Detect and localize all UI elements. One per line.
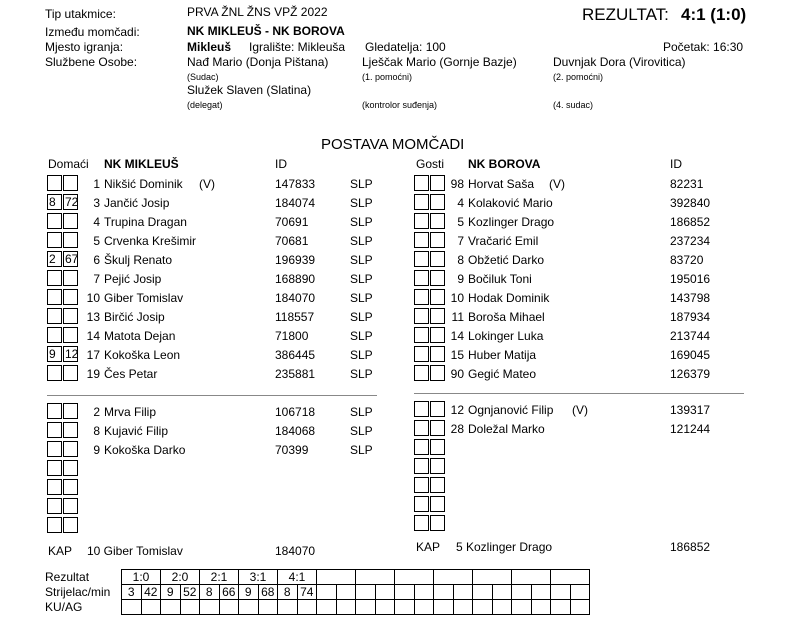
footer-result-label: Rezultat <box>45 570 90 584</box>
home-sub-tag: SLP <box>350 424 373 438</box>
home-captain-label: KAP <box>48 544 73 558</box>
away-player-note: (V) <box>549 177 565 191</box>
home-player-number: 19 <box>86 367 100 381</box>
home-mark-box-1 <box>47 327 62 343</box>
scorer-cell <box>375 585 395 600</box>
away-sub-id: 139317 <box>670 403 711 417</box>
home-player-tag: SLP <box>350 291 373 305</box>
away-player-name: Obžetić Darko <box>468 253 545 267</box>
home-player-tag: SLP <box>350 215 373 229</box>
away-player-number: 9 <box>457 272 464 286</box>
home-sub-box-1 <box>47 498 62 514</box>
home-sub-box-2 <box>63 460 78 476</box>
scorer-cell: 8 <box>278 585 298 600</box>
home-player-tag: SLP <box>350 348 373 362</box>
scorer-cell <box>453 585 473 600</box>
home-mark-box-2 <box>63 289 78 305</box>
home-player-name: Kokoška Leon <box>104 348 181 362</box>
footer-yellow-label: KU/AG <box>45 600 83 614</box>
yellow-cell <box>297 600 317 615</box>
away-mark-box-1 <box>414 365 429 381</box>
yellow-cell <box>141 600 161 615</box>
home-mark-box-1 <box>47 270 62 286</box>
scorer-cell: 9 <box>161 585 181 600</box>
away-player-name: Kozlinger Drago <box>468 215 555 229</box>
home-player-tag: SLP <box>350 367 373 381</box>
yellow-cell <box>512 600 532 615</box>
away-sub-name: Doležal Marko <box>468 422 545 436</box>
away-side-label: Gosti <box>416 157 445 171</box>
scorer-cell: 9 <box>239 585 259 600</box>
yellow-cell <box>278 600 298 615</box>
away-player-id: 187934 <box>670 310 711 324</box>
yellow-cell <box>453 600 473 615</box>
officials-label: Službene Osobe: <box>45 55 138 69</box>
yellow-cell <box>356 600 376 615</box>
scorer-cell: 42 <box>141 585 161 600</box>
home-player-id: 196939 <box>275 253 316 267</box>
home-player-id: 71800 <box>275 329 309 343</box>
scorer-cell: 68 <box>258 585 278 600</box>
away-team-name: NK BOROVA <box>468 157 541 171</box>
home-sub-tag: SLP <box>350 443 373 457</box>
away-player-id: 237234 <box>670 234 711 248</box>
home-sub-number: 8 <box>93 424 100 438</box>
score-cell: 3:1 <box>239 570 278 585</box>
yellow-cell <box>395 600 415 615</box>
assistant1-name: Lješčak Mario (Gornje Bazje) <box>362 55 517 69</box>
away-player-name: Bočiluk Toni <box>468 272 532 286</box>
away-mark-box-2 <box>430 365 445 381</box>
home-player-tag: SLP <box>350 177 373 191</box>
home-player-number: 1 <box>93 177 100 191</box>
ground-value: Igralište: Mikleuša <box>249 40 346 54</box>
home-captain-name: 10 Giber Tomislav <box>87 544 183 558</box>
away-sub-box-1 <box>414 401 429 417</box>
home-player-number: 10 <box>86 291 100 305</box>
result-value: 4:1 (1:0) <box>681 5 747 24</box>
away-mark-box-2 <box>430 308 445 324</box>
scorer-cell <box>317 585 337 600</box>
scorer-cell <box>395 585 415 600</box>
yellow-cell <box>180 600 200 615</box>
home-player-id: 184070 <box>275 291 316 305</box>
away-sub-number: 12 <box>450 403 464 417</box>
home-sub-box-2 <box>63 479 78 495</box>
home-mark-box-1 <box>47 213 62 229</box>
away-sub-box-1 <box>414 420 429 436</box>
home-mark-box-2: 12 <box>65 347 79 361</box>
scorer-cell <box>551 585 571 600</box>
yellow-cell <box>473 600 493 615</box>
away-mark-box-1 <box>414 270 429 286</box>
home-player-tag: SLP <box>350 329 373 343</box>
away-player-name: Lokinger Luka <box>468 329 544 343</box>
home-mark-box-2: 72 <box>65 195 79 209</box>
away-player-id: 392840 <box>670 196 711 210</box>
home-sub-number: 2 <box>93 405 100 419</box>
home-player-name: Pejić Josip <box>104 272 162 286</box>
away-player-number: 14 <box>450 329 464 343</box>
home-player-number: 13 <box>86 310 100 324</box>
home-player-name: Matota Dejan <box>104 329 176 343</box>
away-divider <box>414 393 744 394</box>
home-side-label: Domaći <box>48 157 89 171</box>
home-mark-box-2 <box>63 308 78 324</box>
home-sub-box-1 <box>47 460 62 476</box>
delegate-role: (delegat) <box>187 100 223 110</box>
away-mark-box-1 <box>414 175 429 191</box>
score-cell <box>434 570 473 585</box>
match-type-value: PRVA ŽNL ŽNS VPŽ 2022 <box>187 5 328 19</box>
score-cell <box>317 570 356 585</box>
home-player-tag: SLP <box>350 234 373 248</box>
away-sub-box-2 <box>430 401 445 417</box>
assistant2-name: Duvnjak Dora (Virovitica) <box>553 55 686 69</box>
away-sub-box-1 <box>414 458 429 474</box>
scorer-cell <box>356 585 376 600</box>
home-sub-box-1 <box>47 479 62 495</box>
yellow-cell <box>317 600 337 615</box>
scorer-cell <box>570 585 590 600</box>
start-time: Početak: 16:30 <box>663 40 744 54</box>
home-player-number: 3 <box>93 196 100 210</box>
home-sub-box-2 <box>63 422 78 438</box>
home-player-note: (V) <box>199 177 215 191</box>
home-mark-box-1: 8 <box>47 194 62 210</box>
home-team-name: NK MIKLEUŠ <box>104 157 179 171</box>
away-sub-box-1 <box>414 496 429 512</box>
away-player-name: Huber Matija <box>468 348 537 362</box>
match-type-label: Tip utakmice: <box>45 7 116 21</box>
away-mark-box-2 <box>430 327 445 343</box>
home-mark-box-1 <box>47 232 62 248</box>
away-player-id: 195016 <box>670 272 711 286</box>
home-player-tag: SLP <box>350 196 373 210</box>
away-sub-box-2 <box>430 420 445 436</box>
score-cell <box>512 570 551 585</box>
result-label: REZULTAT: <box>582 5 669 24</box>
home-sub-box-1 <box>47 441 62 457</box>
home-mark-box-1 <box>47 175 62 191</box>
yellow-cell <box>258 600 278 615</box>
yellow-cell <box>200 600 220 615</box>
away-player-number: 4 <box>457 196 464 210</box>
home-player-name: Giber Tomislav <box>104 291 184 305</box>
home-sub-box-2 <box>63 498 78 514</box>
home-player-name: Jančić Josip <box>104 196 170 210</box>
away-sub-name: Ognjanović Filip <box>468 403 554 417</box>
home-sub-id: 184068 <box>275 424 316 438</box>
home-player-tag: SLP <box>350 253 373 267</box>
scorer-cell: 52 <box>180 585 200 600</box>
between-label: Između momčadi: <box>45 25 140 39</box>
home-player-number: 4 <box>93 215 100 229</box>
controller-role: (kontrolor suđenja) <box>362 100 438 110</box>
away-player-number: 98 <box>450 177 464 191</box>
away-mark-box-1 <box>414 251 429 267</box>
fourth-official-role: (4. sudac) <box>553 100 594 110</box>
venue-label: Mjesto igranja: <box>45 40 124 54</box>
away-mark-box-1 <box>414 327 429 343</box>
score-cell: 1:0 <box>122 570 161 585</box>
away-player-number: 90 <box>450 367 464 381</box>
away-sub-box-1 <box>414 515 429 531</box>
home-mark-box-2 <box>63 175 78 191</box>
home-player-id: 168890 <box>275 272 316 286</box>
home-player-id: 147833 <box>275 177 316 191</box>
home-player-tag: SLP <box>350 272 373 286</box>
away-player-id: 143798 <box>670 291 711 305</box>
home-mark-box-2 <box>63 232 78 248</box>
home-mark-box-2: 67 <box>65 252 79 266</box>
away-sub-number: 28 <box>450 422 464 436</box>
home-player-number: 7 <box>93 272 100 286</box>
yellow-cell <box>570 600 590 615</box>
home-mark-box-2 <box>63 327 78 343</box>
scorer-cell <box>414 585 434 600</box>
home-player-name: Čes Petar <box>104 367 158 381</box>
away-player-number: 15 <box>450 348 464 362</box>
home-player-id: 118557 <box>275 310 315 324</box>
home-sub-name: Kujavić Filip <box>104 424 169 438</box>
away-captain-name: 5 Kozlinger Drago <box>456 540 553 554</box>
scorer-cell <box>492 585 512 600</box>
home-sub-number: 9 <box>93 443 100 457</box>
scorer-cell: 66 <box>219 585 239 600</box>
score-cell: 4:1 <box>278 570 317 585</box>
score-cell <box>356 570 395 585</box>
home-sub-tag: SLP <box>350 405 373 419</box>
scorer-cell: 3 <box>122 585 142 600</box>
yellow-cell <box>375 600 395 615</box>
away-mark-box-1 <box>414 346 429 362</box>
scorer-cell <box>531 585 551 600</box>
away-sub-box-2 <box>430 496 445 512</box>
yellow-cell <box>122 600 142 615</box>
home-player-number: 14 <box>86 329 100 343</box>
away-player-number: 8 <box>457 253 464 267</box>
home-divider <box>47 395 377 396</box>
home-mark-box-1: 9 <box>47 346 62 362</box>
home-sub-id: 106718 <box>275 405 316 419</box>
home-player-id: 184074 <box>275 196 316 210</box>
score-cell <box>551 570 590 585</box>
away-sub-box-2 <box>430 515 445 531</box>
score-cell <box>395 570 434 585</box>
scorer-cell <box>336 585 356 600</box>
away-sub-box-2 <box>430 439 445 455</box>
home-player-number: 5 <box>93 234 100 248</box>
score-cell <box>473 570 512 585</box>
away-sub-note: (V) <box>572 403 588 417</box>
home-captain-id: 184070 <box>275 544 316 558</box>
home-player-name: Crvenka Krešimir <box>104 234 197 248</box>
yellow-cell <box>551 600 571 615</box>
away-mark-box-1 <box>414 289 429 305</box>
away-player-name: Vračarić Emil <box>468 234 539 248</box>
away-player-name: Horvat Saša <box>468 177 535 191</box>
scorer-cell: 74 <box>297 585 317 600</box>
home-mark-box-1 <box>47 365 62 381</box>
away-captain-id: 186852 <box>670 540 711 554</box>
home-mark-box-1 <box>47 308 62 324</box>
home-player-id: 70691 <box>275 215 309 229</box>
home-sub-box-2 <box>63 441 78 457</box>
away-mark-box-2 <box>430 346 445 362</box>
scorer-cell <box>512 585 532 600</box>
away-mark-box-1 <box>414 194 429 210</box>
home-player-id: 235881 <box>275 367 316 381</box>
away-player-id: 186852 <box>670 215 711 229</box>
home-id-header: ID <box>275 157 287 171</box>
referee-role: (Sudac) <box>187 72 219 82</box>
away-sub-box-1 <box>414 477 429 493</box>
away-mark-box-2 <box>430 289 445 305</box>
home-mark-box-1 <box>47 289 62 305</box>
away-mark-box-2 <box>430 251 445 267</box>
spectators-value: Gledatelja: 100 <box>365 40 446 54</box>
referee-name: Nađ Mario (Donja Pištana) <box>187 55 329 69</box>
home-player-name: Birčić Josip <box>104 310 165 324</box>
yellow-cell <box>219 600 239 615</box>
away-player-id: 82231 <box>670 177 704 191</box>
away-player-id: 83720 <box>670 253 704 267</box>
away-player-id: 213744 <box>670 329 711 343</box>
home-player-number: 17 <box>86 348 100 362</box>
home-mark-box-1: 2 <box>47 251 62 267</box>
home-player-name: Škulj Renato <box>104 253 173 267</box>
home-player-name: Nikšić Dominik <box>104 177 183 191</box>
away-player-number: 7 <box>457 234 464 248</box>
between-value: NK MIKLEUŠ - NK BOROVA <box>187 24 345 38</box>
home-player-tag: SLP <box>350 310 373 324</box>
away-mark-box-1 <box>414 232 429 248</box>
yellow-cell <box>531 600 551 615</box>
away-mark-box-2 <box>430 175 445 191</box>
away-mark-box-2 <box>430 194 445 210</box>
away-player-name: Kolaković Mario <box>468 196 553 210</box>
delegate-name: Služek Slaven (Slatina) <box>187 83 312 97</box>
away-mark-box-2 <box>430 213 445 229</box>
home-player-id: 70681 <box>275 234 309 248</box>
away-player-name: Hodak Dominik <box>468 291 550 305</box>
home-mark-box-2 <box>63 213 78 229</box>
away-captain-label: KAP <box>416 540 441 554</box>
away-mark-box-1 <box>414 213 429 229</box>
home-sub-name: Mrva Filip <box>104 405 157 419</box>
lineup-title: POSTAVA MOMČADI <box>321 136 465 153</box>
away-player-number: 10 <box>450 291 464 305</box>
home-sub-box-1 <box>47 517 62 533</box>
away-player-name: Gegić Mateo <box>468 367 537 381</box>
home-sub-box-1 <box>47 422 62 438</box>
home-player-name: Trupina Dragan <box>104 215 187 229</box>
away-player-id: 169045 <box>670 348 711 362</box>
away-player-id: 126379 <box>670 367 711 381</box>
away-id-header: ID <box>670 157 682 171</box>
away-player-number: 11 <box>451 310 464 324</box>
home-sub-box-1 <box>47 403 62 419</box>
scorer-cell <box>473 585 493 600</box>
home-sub-id: 70399 <box>275 443 309 457</box>
score-cell: 2:1 <box>200 570 239 585</box>
away-player-name: Boroša Mihael <box>468 310 545 324</box>
scorer-cell: 8 <box>200 585 220 600</box>
yellow-cell <box>336 600 356 615</box>
footer-score-table <box>121 569 590 615</box>
away-sub-box-1 <box>414 439 429 455</box>
scorer-cell <box>434 585 454 600</box>
home-sub-name: Kokoška Darko <box>104 443 186 457</box>
home-mark-box-2 <box>63 270 78 286</box>
yellow-cell <box>239 600 259 615</box>
home-player-id: 386445 <box>275 348 316 362</box>
home-sub-box-2 <box>63 403 78 419</box>
assistant2-role: (2. pomoćni) <box>553 72 604 82</box>
yellow-cell <box>492 600 512 615</box>
away-mark-box-1 <box>414 308 429 324</box>
away-player-number: 5 <box>457 215 464 229</box>
venue-value: Mikleuš <box>187 40 232 54</box>
assistant1-role: (1. pomoćni) <box>362 72 413 82</box>
yellow-cell <box>414 600 434 615</box>
footer-scorers-label: Strijelac/min <box>45 585 111 599</box>
home-mark-box-2 <box>63 365 78 381</box>
score-cell: 2:0 <box>161 570 200 585</box>
yellow-cell <box>434 600 454 615</box>
yellow-cell <box>161 600 181 615</box>
away-mark-box-2 <box>430 270 445 286</box>
away-sub-box-2 <box>430 458 445 474</box>
away-sub-id: 121244 <box>670 422 711 436</box>
home-player-number: 6 <box>93 253 100 267</box>
home-sub-box-2 <box>63 517 78 533</box>
away-mark-box-2 <box>430 232 445 248</box>
away-sub-box-2 <box>430 477 445 493</box>
